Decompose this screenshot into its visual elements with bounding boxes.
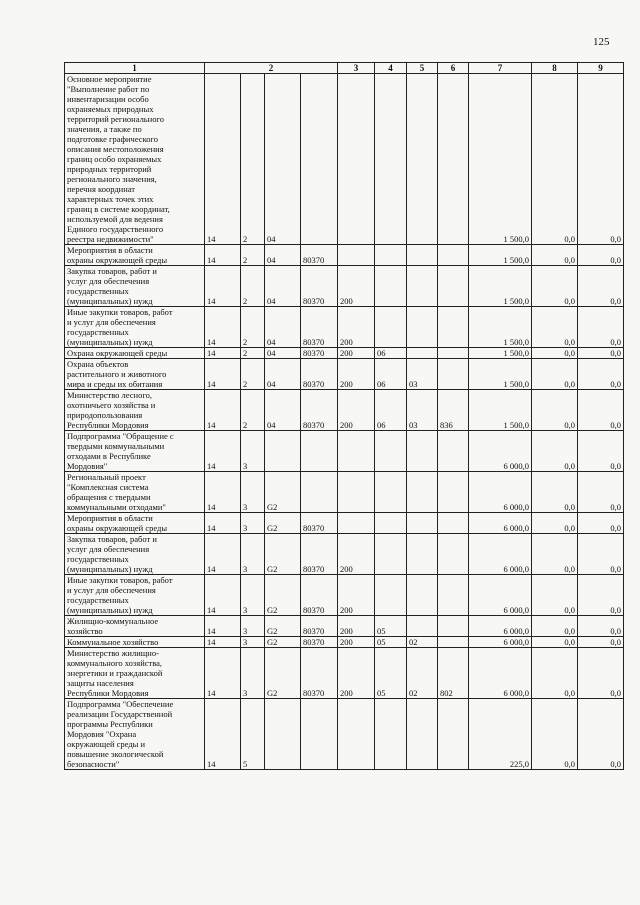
table-row [65, 431, 624, 472]
code-program: 14 [205, 472, 241, 513]
header-col-7: 7 [469, 63, 532, 74]
code-event: 04 [265, 348, 301, 359]
code-subprogram: 3 [241, 637, 265, 648]
table-row [65, 348, 624, 359]
subsection: 03 [407, 390, 438, 431]
expense-type [338, 699, 375, 770]
amount-year-1: 1 500,0 [469, 245, 532, 266]
section [375, 307, 407, 348]
amount-year-3: 0,0 [578, 348, 624, 359]
ministry-code [438, 245, 469, 266]
amount-year-3: 0,0 [578, 616, 624, 637]
header-col-9: 9 [578, 63, 624, 74]
page-number: 125 [593, 36, 610, 48]
code-event: G2 [265, 513, 301, 534]
code-subprogram: 3 [241, 575, 265, 616]
section [375, 513, 407, 534]
code-event: 04 [265, 74, 301, 245]
subsection: 02 [407, 648, 438, 699]
code-program: 14 [205, 390, 241, 431]
code-program: 14 [205, 245, 241, 266]
subsection [407, 245, 438, 266]
code-direction: 80370 [301, 616, 338, 637]
amount-year-2: 0,0 [532, 245, 578, 266]
table-row [65, 648, 624, 699]
code-direction: 80370 [301, 307, 338, 348]
row-name: Министерство жилищно- коммунального хозяйства, энергетики и гражданской защиты населения Республики Мордовия [65, 648, 205, 699]
amount-year-3: 0,0 [578, 637, 624, 648]
amount-year-3: 0,0 [578, 575, 624, 616]
expense-type: 200 [338, 637, 375, 648]
amount-year-3: 0,0 [578, 390, 624, 431]
table-row [65, 245, 624, 266]
section: 06 [375, 390, 407, 431]
row-name: Жилищно-коммунальное хозяйство [65, 616, 205, 637]
amount-year-2: 0,0 [532, 534, 578, 575]
ministry-code: 836 [438, 390, 469, 431]
header-col-2: 2 [205, 63, 338, 74]
ministry-code: 802 [438, 648, 469, 699]
code-program: 14 [205, 699, 241, 770]
code-direction: 80370 [301, 648, 338, 699]
code-direction: 80370 [301, 637, 338, 648]
expense-type: 200 [338, 575, 375, 616]
code-direction: 80370 [301, 513, 338, 534]
amount-year-3: 0,0 [578, 699, 624, 770]
row-name: Закупка товаров, работ и услуг для обеспечения государственных (муниципальных) нужд [65, 266, 205, 307]
ministry-code [438, 266, 469, 307]
code-subprogram: 2 [241, 245, 265, 266]
subsection [407, 575, 438, 616]
code-event: G2 [265, 534, 301, 575]
amount-year-3: 0,0 [578, 266, 624, 307]
header-col-6: 6 [438, 63, 469, 74]
code-subprogram: 3 [241, 616, 265, 637]
code-direction: 80370 [301, 359, 338, 390]
section [375, 472, 407, 513]
table-row [65, 266, 624, 307]
expense-type: 200 [338, 616, 375, 637]
amount-year-2: 0,0 [532, 348, 578, 359]
subsection [407, 348, 438, 359]
expense-type: 200 [338, 307, 375, 348]
code-subprogram: 3 [241, 431, 265, 472]
amount-year-3: 0,0 [578, 245, 624, 266]
expense-type: 200 [338, 390, 375, 431]
amount-year-3: 0,0 [578, 307, 624, 348]
code-program: 14 [205, 648, 241, 699]
table-row [65, 390, 624, 431]
code-program: 14 [205, 575, 241, 616]
section [375, 74, 407, 245]
amount-year-1: 1 500,0 [469, 307, 532, 348]
code-event: 04 [265, 307, 301, 348]
ministry-code [438, 575, 469, 616]
amount-year-2: 0,0 [532, 637, 578, 648]
amount-year-2: 0,0 [532, 472, 578, 513]
code-subprogram: 2 [241, 348, 265, 359]
amount-year-1: 6 000,0 [469, 431, 532, 472]
code-program: 14 [205, 359, 241, 390]
subsection [407, 266, 438, 307]
section [375, 575, 407, 616]
expense-type [338, 472, 375, 513]
amount-year-3: 0,0 [578, 513, 624, 534]
amount-year-2: 0,0 [532, 699, 578, 770]
expense-type [338, 431, 375, 472]
ministry-code [438, 359, 469, 390]
code-program: 14 [205, 348, 241, 359]
amount-year-1: 1 500,0 [469, 266, 532, 307]
amount-year-2: 0,0 [532, 307, 578, 348]
code-program: 14 [205, 431, 241, 472]
table-row [65, 616, 624, 637]
code-event: 04 [265, 390, 301, 431]
section: 06 [375, 359, 407, 390]
subsection [407, 616, 438, 637]
header-col-1: 1 [65, 63, 205, 74]
row-name: Министерство лесного, охотничьего хозяйства и природопользования Республики Мордовия [65, 390, 205, 431]
code-program: 14 [205, 307, 241, 348]
code-subprogram: 3 [241, 513, 265, 534]
table-row [65, 699, 624, 770]
amount-year-2: 0,0 [532, 575, 578, 616]
row-name: Мероприятия в области охраны окружающей среды [65, 245, 205, 266]
table-row [65, 637, 624, 648]
section [375, 699, 407, 770]
code-subprogram: 5 [241, 699, 265, 770]
code-direction [301, 472, 338, 513]
code-subprogram: 3 [241, 534, 265, 575]
table-row [65, 307, 624, 348]
expense-type: 200 [338, 359, 375, 390]
table-row [65, 359, 624, 390]
ministry-code [438, 534, 469, 575]
amount-year-2: 0,0 [532, 431, 578, 472]
amount-year-1: 6 000,0 [469, 616, 532, 637]
amount-year-2: 0,0 [532, 74, 578, 245]
expense-type: 200 [338, 266, 375, 307]
row-name: Подпрограмма "Обращение с твердыми коммунальными отходами в Республике Мордовия" [65, 431, 205, 472]
expense-type [338, 513, 375, 534]
budget-table [64, 62, 624, 770]
amount-year-2: 0,0 [532, 390, 578, 431]
ministry-code [438, 637, 469, 648]
code-program: 14 [205, 637, 241, 648]
amount-year-3: 0,0 [578, 431, 624, 472]
code-event: G2 [265, 616, 301, 637]
code-direction: 80370 [301, 348, 338, 359]
table-row [65, 472, 624, 513]
amount-year-3: 0,0 [578, 472, 624, 513]
code-program: 14 [205, 266, 241, 307]
table-row [65, 513, 624, 534]
code-subprogram: 3 [241, 472, 265, 513]
code-direction [301, 699, 338, 770]
code-event [265, 431, 301, 472]
amount-year-3: 0,0 [578, 648, 624, 699]
amount-year-1: 1 500,0 [469, 390, 532, 431]
code-subprogram: 2 [241, 74, 265, 245]
amount-year-1: 6 000,0 [469, 648, 532, 699]
row-name: Подпрограмма "Обеспечение реализации Государственной программы Республики Мордовия "Охрана окружающей среды и повышение экологической безопасности" [65, 699, 205, 770]
code-program: 14 [205, 534, 241, 575]
code-subprogram: 2 [241, 266, 265, 307]
header-col-4: 4 [375, 63, 407, 74]
code-direction: 80370 [301, 390, 338, 431]
table-row [65, 575, 624, 616]
header-col-3: 3 [338, 63, 375, 74]
table-row [65, 534, 624, 575]
section: 05 [375, 616, 407, 637]
section: 05 [375, 637, 407, 648]
row-name: Закупка товаров, работ и услуг для обеспечения государственных (муниципальных) нужд [65, 534, 205, 575]
ministry-code [438, 699, 469, 770]
subsection [407, 74, 438, 245]
header-col-8: 8 [532, 63, 578, 74]
code-subprogram: 2 [241, 390, 265, 431]
code-direction: 80370 [301, 266, 338, 307]
amount-year-1: 6 000,0 [469, 472, 532, 513]
ministry-code [438, 348, 469, 359]
expense-type: 200 [338, 648, 375, 699]
header-row [65, 63, 624, 74]
amount-year-3: 0,0 [578, 359, 624, 390]
amount-year-1: 1 500,0 [469, 348, 532, 359]
section [375, 245, 407, 266]
row-name: Региональный проект "Комплексная система обращения с твердыми коммунальными отходами" [65, 472, 205, 513]
amount-year-1: 6 000,0 [469, 534, 532, 575]
code-program: 14 [205, 74, 241, 245]
row-name: Охрана объектов растительного и животного мира и среды их обитания [65, 359, 205, 390]
code-event: 04 [265, 245, 301, 266]
table-row [65, 74, 624, 245]
header-col-5: 5 [407, 63, 438, 74]
row-name: Мероприятия в области охраны окружающей среды [65, 513, 205, 534]
subsection [407, 472, 438, 513]
code-event: G2 [265, 648, 301, 699]
subsection [407, 534, 438, 575]
expense-type [338, 245, 375, 266]
row-name: Коммунальное хозяйство [65, 637, 205, 648]
code-direction: 80370 [301, 245, 338, 266]
subsection [407, 307, 438, 348]
amount-year-2: 0,0 [532, 513, 578, 534]
ministry-code [438, 472, 469, 513]
code-event: G2 [265, 637, 301, 648]
ministry-code [438, 513, 469, 534]
row-name: Иные закупки товаров, работ и услуг для обеспечения государственных (муниципальных) нужд [65, 307, 205, 348]
expense-type [338, 74, 375, 245]
code-direction [301, 74, 338, 245]
code-subprogram: 2 [241, 307, 265, 348]
expense-type: 200 [338, 534, 375, 575]
section [375, 534, 407, 575]
amount-year-2: 0,0 [532, 648, 578, 699]
section: 05 [375, 648, 407, 699]
amount-year-2: 0,0 [532, 359, 578, 390]
amount-year-1: 6 000,0 [469, 575, 532, 616]
row-name: Основное мероприятие "Выполнение работ по инвентаризации особо охраняемых природных территорий регионального значения, а также по подготовке графического описания местоположения границ особо охраняемых природных территорий регионального значения, перечня координат характерных точек этих границ в системе координат, используемой для ведения Единого государственного реестра недвижимости" [65, 74, 205, 245]
section [375, 266, 407, 307]
code-program: 14 [205, 513, 241, 534]
subsection: 02 [407, 637, 438, 648]
ministry-code [438, 616, 469, 637]
amount-year-3: 0,0 [578, 534, 624, 575]
expense-type: 200 [338, 348, 375, 359]
amount-year-2: 0,0 [532, 266, 578, 307]
code-event: 04 [265, 359, 301, 390]
code-event [265, 699, 301, 770]
code-direction: 80370 [301, 534, 338, 575]
amount-year-1: 1 500,0 [469, 359, 532, 390]
section [375, 431, 407, 472]
row-name: Иные закупки товаров, работ и услуг для обеспечения государственных (муниципальных) нужд [65, 575, 205, 616]
code-event: G2 [265, 472, 301, 513]
ministry-code [438, 307, 469, 348]
subsection [407, 513, 438, 534]
code-program: 14 [205, 616, 241, 637]
code-subprogram: 3 [241, 648, 265, 699]
subsection: 03 [407, 359, 438, 390]
amount-year-1: 6 000,0 [469, 513, 532, 534]
code-subprogram: 2 [241, 359, 265, 390]
section: 06 [375, 348, 407, 359]
subsection [407, 699, 438, 770]
amount-year-2: 0,0 [532, 616, 578, 637]
amount-year-3: 0,0 [578, 74, 624, 245]
row-name: Охрана окружающей среды [65, 348, 205, 359]
code-event: G2 [265, 575, 301, 616]
subsection [407, 431, 438, 472]
amount-year-1: 1 500,0 [469, 74, 532, 245]
amount-year-1: 225,0 [469, 699, 532, 770]
code-event: 04 [265, 266, 301, 307]
ministry-code [438, 74, 469, 245]
code-direction [301, 431, 338, 472]
code-direction: 80370 [301, 575, 338, 616]
amount-year-1: 6 000,0 [469, 637, 532, 648]
ministry-code [438, 431, 469, 472]
